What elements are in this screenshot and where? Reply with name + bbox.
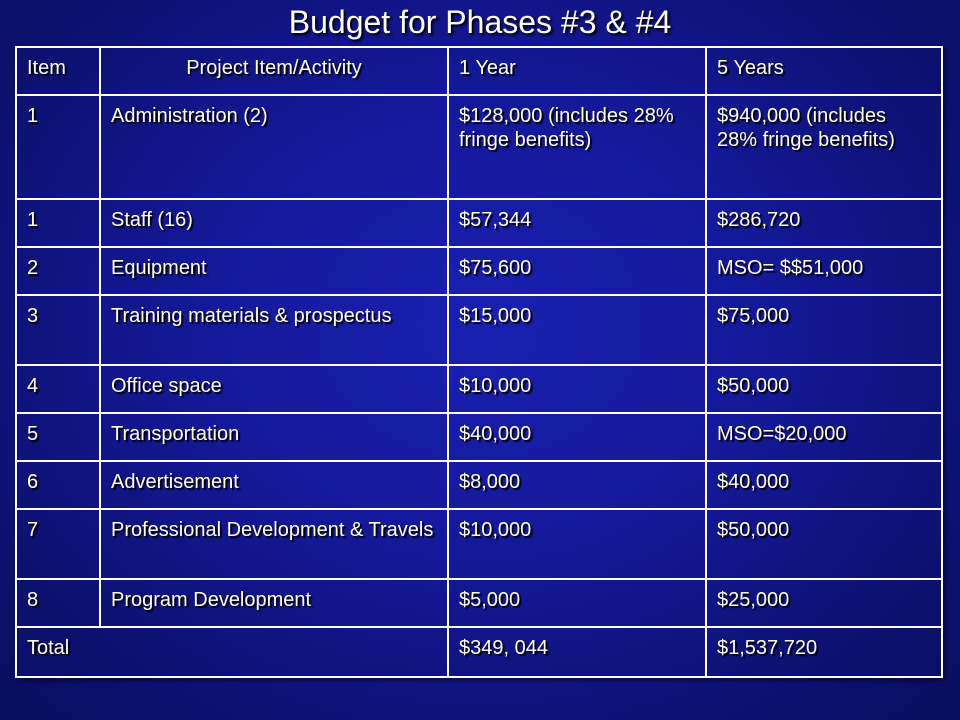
table-row bbox=[16, 95, 942, 199]
cell-year5: $75,000 bbox=[706, 295, 942, 365]
cell-year1: $128,000 (includes 28% fringe benefits) bbox=[448, 95, 706, 199]
table-header-row bbox=[16, 47, 942, 95]
cell-item: 2 bbox=[16, 247, 100, 295]
table-row bbox=[16, 199, 942, 247]
cell-activity: Professional Development & Travels bbox=[100, 509, 448, 579]
cell-activity: Program Development bbox=[100, 579, 448, 627]
table-row bbox=[16, 413, 942, 461]
cell-activity: Staff (16) bbox=[100, 199, 448, 247]
cell-item: 4 bbox=[16, 365, 100, 413]
cell-year1: $8,000 bbox=[448, 461, 706, 509]
total-label: Total bbox=[16, 627, 448, 677]
cell-year5: MSO= $$51,000 bbox=[706, 247, 942, 295]
cell-year5: $50,000 bbox=[706, 509, 942, 579]
cell-item: 8 bbox=[16, 579, 100, 627]
header-5-years: 5 Years bbox=[706, 47, 942, 95]
cell-year1: $75,600 bbox=[448, 247, 706, 295]
cell-item: 5 bbox=[16, 413, 100, 461]
table-row bbox=[16, 365, 942, 413]
cell-item: 3 bbox=[16, 295, 100, 365]
cell-year1: $57,344 bbox=[448, 199, 706, 247]
cell-year5: MSO=$20,000 bbox=[706, 413, 942, 461]
cell-activity: Transportation bbox=[100, 413, 448, 461]
cell-year5: $25,000 bbox=[706, 579, 942, 627]
cell-activity: Office space bbox=[100, 365, 448, 413]
budget-table bbox=[15, 46, 943, 678]
cell-year1: $5,000 bbox=[448, 579, 706, 627]
cell-activity: Equipment bbox=[100, 247, 448, 295]
slide-title: Budget for Phases #3 & #4 bbox=[288, 4, 672, 40]
cell-activity: Training materials & prospectus bbox=[100, 295, 448, 365]
cell-item: 1 bbox=[16, 199, 100, 247]
table-row bbox=[16, 295, 942, 365]
cell-item: 1 bbox=[16, 95, 100, 199]
cell-year5: $286,720 bbox=[706, 199, 942, 247]
cell-year1: $10,000 bbox=[448, 365, 706, 413]
cell-year1: $10,000 bbox=[448, 509, 706, 579]
total-year1: $349, 044 bbox=[448, 627, 706, 677]
table-row bbox=[16, 461, 942, 509]
cell-item: 7 bbox=[16, 509, 100, 579]
cell-year5: $940,000 (includes 28% fringe benefits) bbox=[706, 95, 942, 199]
table-row bbox=[16, 509, 942, 579]
cell-year5: $50,000 bbox=[706, 365, 942, 413]
table-row bbox=[16, 579, 942, 627]
cell-year1: $40,000 bbox=[448, 413, 706, 461]
cell-activity: Advertisement bbox=[100, 461, 448, 509]
cell-activity: Administration (2) bbox=[100, 95, 448, 199]
cell-item: 6 bbox=[16, 461, 100, 509]
header-item: Item bbox=[16, 47, 100, 95]
cell-year1: $15,000 bbox=[448, 295, 706, 365]
cell-year5: $40,000 bbox=[706, 461, 942, 509]
header-1-year: 1 Year bbox=[448, 47, 706, 95]
total-year5: $1,537,720 bbox=[706, 627, 942, 677]
header-activity: Project Item/Activity bbox=[100, 47, 448, 95]
table-row bbox=[16, 247, 942, 295]
table-total-row bbox=[16, 627, 942, 677]
